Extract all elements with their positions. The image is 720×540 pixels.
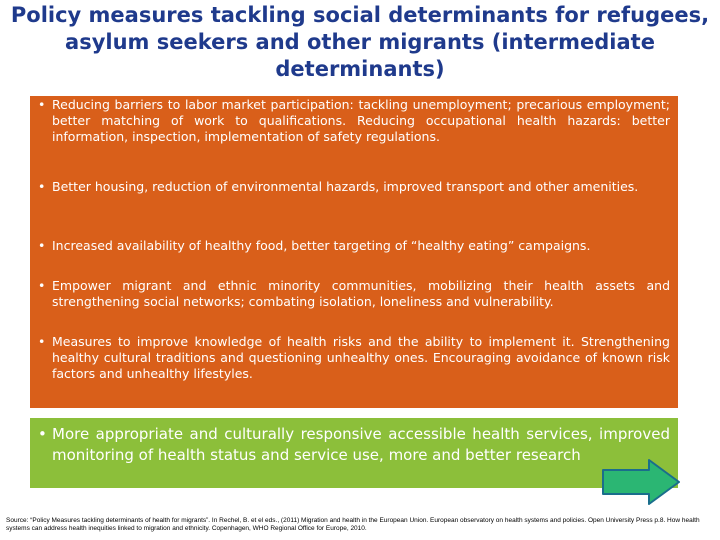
page-title: Policy measures tackling social determinants for refugees, asylum seekers and other migrants (intermediate determinants) — [10, 3, 710, 81]
bullet-dot: • — [38, 425, 47, 443]
health-services-box — [30, 418, 678, 488]
bullet-labor-market — [38, 97, 670, 145]
bullet-text: Better housing, reduction of environmental hazards, improved transport and other amenities. — [52, 179, 639, 194]
bullet-text: Reducing barriers to labor market participation: tackling unemployment; precarious employment; better matching of work to qualifications. Reducing occupational health hazards: better information, inspection, implementation of safety regulations. — [52, 97, 670, 144]
bullet-dot: • — [38, 97, 46, 112]
bullet-text: Empower migrant and ethnic minority communities, mobilizing their health assets and strengthening social networks; combating isolation, loneliness and vulnerability. — [52, 278, 670, 309]
bullet-text: More appropriate and culturally responsive accessible health services, improved monitoring of health status and service use, more and better research — [52, 425, 670, 464]
bullet-dot: • — [38, 278, 46, 293]
bullet-text: Measures to improve knowledge of health risks and the ability to implement it. Strengthening healthy cultural traditions and questioning unhealthy ones. Encouraging avoidance of known risk factors and unhealthy lifestyles. — [52, 334, 670, 381]
bullet-health-services — [38, 424, 670, 466]
bullet-health-knowledge — [38, 334, 670, 382]
bullet-healthy-food — [38, 238, 670, 254]
right-arrow-icon — [601, 458, 681, 506]
bullet-text: Increased availability of healthy food, better targeting of “healthy eating” campaigns. — [52, 238, 591, 253]
bullet-housing — [38, 179, 670, 195]
bullet-dot: • — [38, 334, 46, 349]
source-citation: Source: “Policy Measures tackling determinants of health for migrants”. In Rechel, B. et el eds., (2011) Migration and health in the European Union. European observatory on health systems and policies. Open University Press p.8. How health systems can address health inequities linked to migration and ethnicity. Copenhagen, WHO Regional Office for Europe, 2010. — [6, 517, 700, 532]
determinants-box — [30, 96, 678, 408]
bullet-dot: • — [38, 238, 46, 253]
bullet-dot: • — [38, 179, 46, 194]
bullet-empower-communities — [38, 278, 670, 310]
